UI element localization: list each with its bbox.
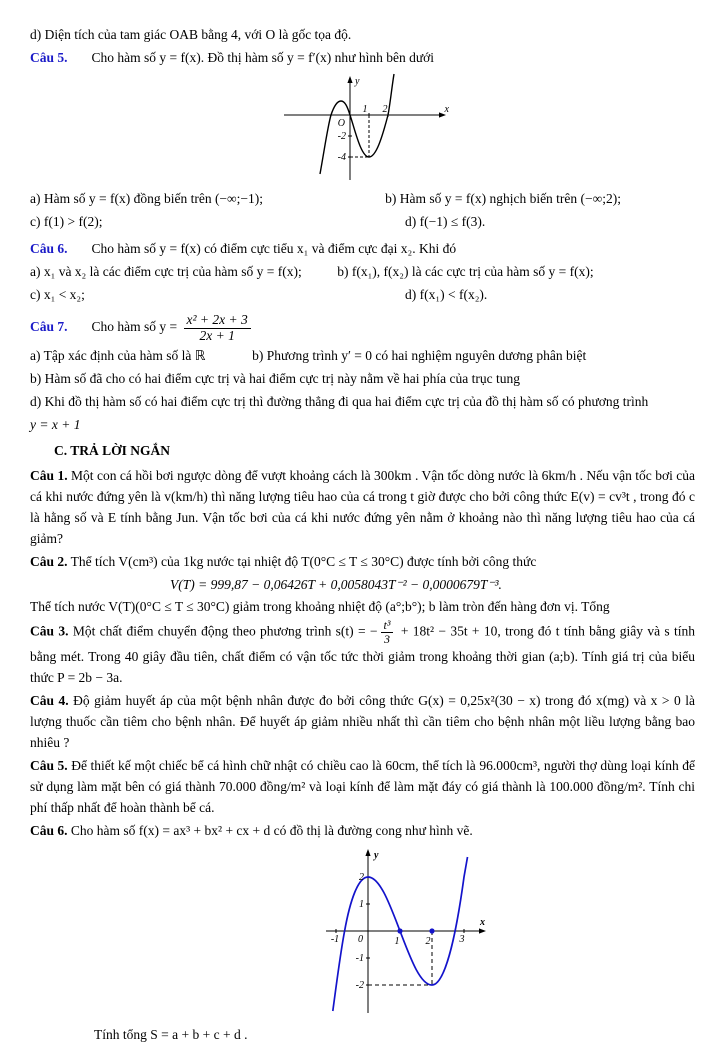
y-axis-label: y bbox=[354, 76, 359, 87]
y-tick-label-1: 1 bbox=[358, 899, 364, 911]
q7-option-d-continuation bbox=[30, 414, 695, 435]
c3-fraction bbox=[381, 619, 394, 646]
q7-option-d-formula: y = x + 1 bbox=[30, 417, 81, 433]
q7-stem: Cho hàm số y = bbox=[91, 319, 178, 335]
q5-option-d: d) f(−1) ≤ f(3). bbox=[405, 214, 486, 229]
q7-fraction bbox=[184, 313, 251, 343]
y-tick-label-2: 2 bbox=[358, 872, 364, 884]
x-axis-arrow-icon bbox=[479, 928, 486, 933]
q5-options-row-2 bbox=[30, 211, 695, 232]
c3-text-1: Một chất điểm chuyển động theo phương trình s(t) = − bbox=[72, 623, 378, 639]
q5-label: Câu 5. bbox=[30, 50, 68, 65]
q7-option-b: b) Hàm số đã cho có hai điểm cực trị và hai điểm cực trị này nằm về hai phía của trục tung bbox=[30, 371, 520, 387]
y-tick-label-m2: -2 bbox=[337, 131, 346, 142]
c6-final-line bbox=[30, 1024, 695, 1045]
y-axis-arrow-icon bbox=[365, 849, 370, 856]
x-tick-label-2: 2 bbox=[425, 936, 430, 948]
f-prime-curve bbox=[320, 74, 394, 174]
q6-label: Câu 6. bbox=[30, 241, 68, 256]
point-2-0 bbox=[429, 928, 434, 933]
fraction-denominator: 3 bbox=[381, 632, 394, 646]
c4-paragraph bbox=[30, 690, 695, 753]
c2-line-1 bbox=[30, 551, 695, 572]
q7-option-d-line bbox=[30, 391, 695, 412]
q5-options-row-1 bbox=[30, 188, 695, 209]
x-tick-label-3: 3 bbox=[459, 934, 464, 946]
q5-stem-line bbox=[30, 47, 695, 68]
x-axis-label: x bbox=[479, 917, 485, 929]
y-axis-arrow-icon bbox=[347, 76, 352, 83]
x-tick-label-1: 1 bbox=[394, 936, 399, 948]
q6-stem-line bbox=[30, 238, 695, 259]
q6-option-a: a) x₁ và x₂ là các điểm cực trị của hàm số y = f(x); bbox=[30, 264, 302, 279]
q6-stem: Cho hàm số y = f(x) có điểm cực tiểu x₁ và điểm cực đại x₂. Khi đó bbox=[91, 241, 457, 256]
y-axis-label: y bbox=[373, 850, 378, 862]
c5-text: Để thiết kế một chiếc bể cá hình chữ nhật có chiều cao là 60cm, thể tích là 96.000cm³, người thợ dùng loại kính để sử dụng làm mặt bên có giá thành 70.000 đồng/m² và loại kính để làm mặt đáy có giá thành là 100.000 đồng/m². Tính chi phí thấp nhất để hoàn thành bể cá. bbox=[30, 758, 696, 816]
q7-option-b-line bbox=[30, 368, 695, 389]
c3-text-2: + 18t² − 35t + 10, trong đó t tính bằng giây và s tính bằng mét. Trong 40 giây đầu tiên, chất điểm có vận tốc tức thời giảm trong khoảng thời gian (a;b). Tính giá trị của biểu thức P = 2b − 3a. bbox=[30, 623, 695, 686]
c3-label: Câu 3. bbox=[30, 623, 69, 639]
x-tick-label-2: 2 bbox=[382, 104, 387, 115]
origin-label: O bbox=[337, 118, 345, 129]
q5-figure bbox=[30, 70, 695, 186]
q5-option-a: a) Hàm số y = f(x) đồng biến trên (−∞;−1); bbox=[30, 191, 264, 206]
cubic-graph bbox=[320, 843, 492, 1017]
q7-options-row-1 bbox=[30, 345, 695, 366]
c4-label: Câu 4. bbox=[30, 693, 69, 709]
c4-text: Độ giảm huyết áp của một bệnh nhân được đo bởi công thức G(x) = 0,25x²(30 − x) trong đó x(mg) và x > 0 là lượng thuốc cần tiêm cho bệnh nhân. Để huyết áp giảm nhiều nhất thì cần tiêm cho bệnh nhân một liều lượng bằng bao nhiêu ? bbox=[30, 693, 695, 751]
q7-stem-line bbox=[30, 313, 695, 343]
q7-option-a: a) Tập xác định của hàm số là ℝ bbox=[30, 348, 206, 364]
y-tick-label-m4: -4 bbox=[337, 152, 346, 163]
x-axis-label: x bbox=[444, 104, 449, 115]
section-c-title: C. TRẢ LỜI NGẮN bbox=[54, 443, 171, 459]
fraction-numerator: t³ bbox=[383, 618, 391, 633]
y-tick-label-m2: -2 bbox=[355, 980, 364, 992]
c6-stem-line bbox=[30, 820, 695, 841]
cubic-curve bbox=[332, 857, 467, 1011]
c5-label: Câu 5. bbox=[30, 758, 68, 774]
q7-label: Câu 7. bbox=[30, 319, 68, 335]
c5-paragraph bbox=[30, 755, 695, 818]
c6-final-text: Tính tổng S = a + b + c + d . bbox=[94, 1027, 248, 1043]
q5-stem: Cho hàm số y = f(x). Đồ thị hàm số y = f′(x) như hình bên dưới bbox=[91, 50, 435, 65]
q6-options-row-2 bbox=[30, 284, 695, 305]
c2-text-1: Thể tích V(cm³) của 1kg nước tại nhiệt độ T(0°C ≤ T ≤ 30°C) được tính bởi công thức bbox=[70, 554, 537, 570]
c2-line-2 bbox=[30, 596, 695, 617]
q6-option-b: b) f(x₁), f(x₂) là các cực trị của hàm số y = f(x); bbox=[337, 264, 594, 279]
fraction-denominator: 2x + 1 bbox=[184, 328, 251, 344]
y-tick-label-m1: -1 bbox=[355, 953, 364, 965]
origin-label: 0 bbox=[357, 934, 363, 946]
x-tick-label-m1: -1 bbox=[330, 934, 339, 946]
derivative-graph bbox=[272, 70, 454, 182]
q6-options-row-1 bbox=[30, 261, 695, 282]
c3-paragraph bbox=[30, 619, 695, 688]
c2-formula: V(T) = 999,87 − 0,06426T + 0,0058043T⁻² − 0,0000679T⁻³. bbox=[170, 577, 502, 593]
intro-text: d) Diện tích của tam giác OAB bằng 4, với O là gốc tọa độ. bbox=[30, 27, 352, 42]
q5-option-c: c) f(1) > f(2); bbox=[30, 214, 103, 229]
c6-label: Câu 6. bbox=[30, 823, 68, 839]
c1-text: Một con cá hồi bơi ngược dòng để vượt khoảng cách là 300km . Vận tốc dòng nước là 6km/h . Nếu vận tốc bơi của cá khi nước đứng yên là v(km/h) thì năng lượng tiêu hao của cá trong t giờ được cho bởi công thức E(v) = cv³t , trong đó c là hằng số và E tính bằng Jun. Vận tốc bơi của cá khi nước đứng yên nằm ở khoảng nào thì năng lượng tiêu hao của cá giảm? bbox=[30, 468, 696, 547]
q6-option-d: d) f(x₁) < f(x₂). bbox=[405, 287, 488, 302]
q7-option-d: d) Khi đồ thị hàm số có hai điểm cực trị thì đường thẳng đi qua hai điểm cực trị của đồ thị hàm số có phương trình bbox=[30, 394, 649, 410]
q7-option-b-col2: b) Phương trình y′ = 0 có hai nghiệm nguyên dương phân biệt bbox=[252, 348, 587, 364]
fraction-numerator: x² + 2x + 3 bbox=[186, 312, 248, 327]
x-tick-label-1: 1 bbox=[362, 104, 367, 115]
point-1-0 bbox=[397, 928, 402, 933]
intro-line-d bbox=[30, 24, 695, 45]
c6-figure bbox=[30, 843, 695, 1021]
c2-label: Câu 2. bbox=[30, 554, 68, 570]
c1-paragraph bbox=[30, 465, 695, 549]
c2-text-2: Thể tích nước V(T)(0°C ≤ T ≤ 30°C) giảm trong khoảng nhiệt độ (a°;b°); b làm tròn đến hàng đơn vị. Tổng bbox=[30, 599, 610, 615]
q5-option-b: b) Hàm số y = f(x) nghịch biến trên (−∞;2); bbox=[385, 191, 622, 206]
q6-option-c: c) x₁ < x₂; bbox=[30, 287, 85, 302]
c1-label: Câu 1. bbox=[30, 468, 68, 484]
c2-formula-line bbox=[30, 574, 695, 595]
c6-text: Cho hàm số f(x) = ax³ + bx² + cx + d có đồ thị là đường cong như hình vẽ. bbox=[70, 823, 473, 839]
